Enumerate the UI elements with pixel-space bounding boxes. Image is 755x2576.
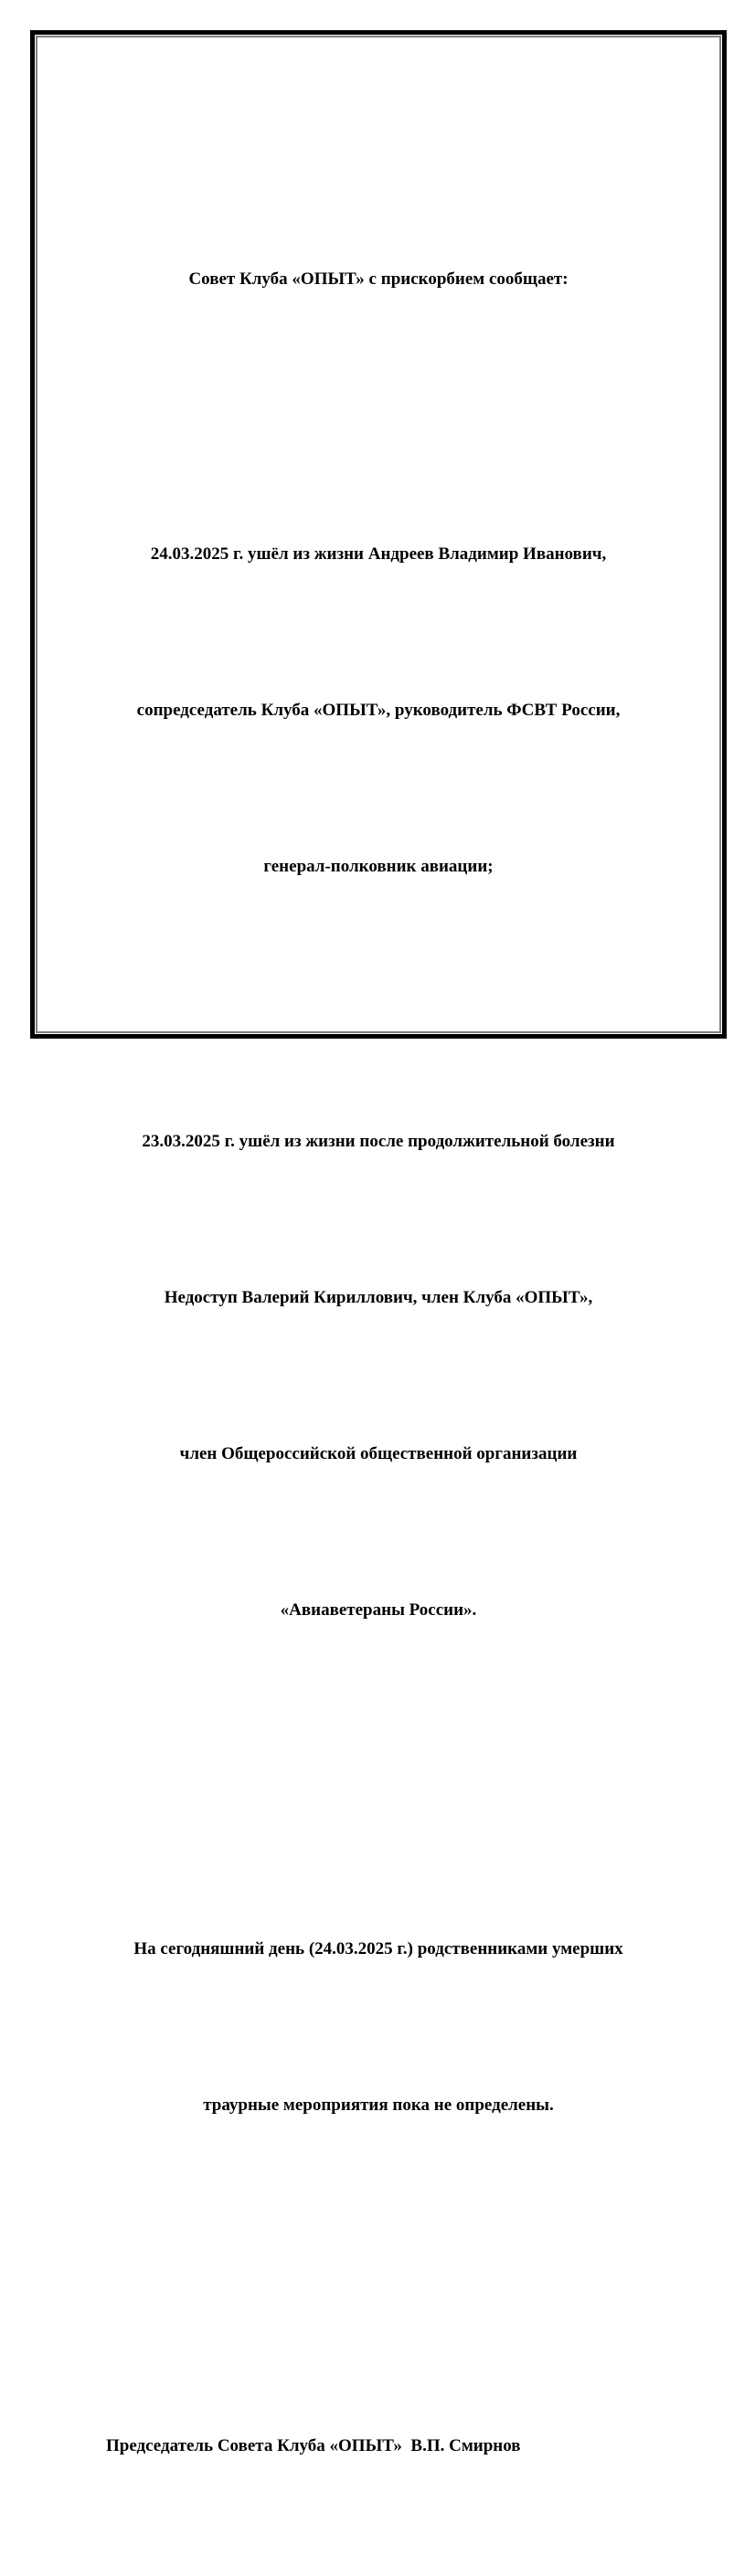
funeral-status-paragraph bbox=[37, 1819, 719, 2235]
obituary-nedostup-line-4: «Авиаветераны России». bbox=[280, 1600, 477, 1620]
heading-line: Совет Клуба «ОПЫТ» с прискорбием сообщает: bbox=[188, 269, 569, 289]
announcement-heading bbox=[37, 149, 719, 409]
funeral-status-line-1: На сегодняшний день (24.03.2025 г.) родственниками умерших bbox=[133, 1939, 623, 1958]
document-inner-border bbox=[36, 36, 721, 2455]
funeral-status-line-2: траурные мероприятия пока не определены. bbox=[203, 2096, 554, 2115]
obituary-andreev-line-1: 24.03.2025 г. ушёл из жизни Андреев Владимир Иванович, bbox=[150, 544, 607, 564]
obituary-paragraph-nedostup bbox=[37, 1011, 719, 1740]
obituary-nedostup-line-3: член Общероссийской общественной организации bbox=[179, 1444, 578, 1463]
obituary-paragraph-andreev bbox=[37, 424, 719, 997]
document-content bbox=[37, 37, 719, 2455]
signature-text: Председатель Совета Клуба «ОПЫТ» В.П. Смирнов bbox=[106, 2436, 521, 2455]
document-frame bbox=[30, 30, 727, 2455]
obituary-andreev-line-3: генерал-полковник авиации; bbox=[263, 857, 494, 876]
signature-line bbox=[37, 2316, 719, 2576]
obituary-andreev-line-2: сопредседатель Клуба «ОПЫТ», руководитель ФСВТ России, bbox=[136, 701, 621, 720]
obituary-nedostup-line-1: 23.03.2025 г. ушёл из жизни после продолжительной болезни bbox=[142, 1132, 615, 1151]
obituary-nedostup-line-2: Недоступ Валерий Кириллович, член Клуба «ОПЫТ», bbox=[164, 1288, 593, 1307]
